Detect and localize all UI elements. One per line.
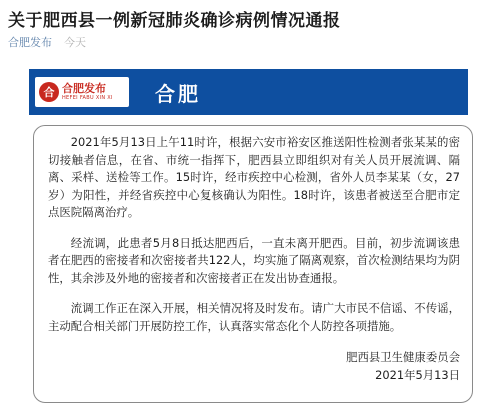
notice-paragraph: 流调工作正在深入开展，相关情况将及时发布。请广大市民不信谣、不传谣，主动配合相关部门开展防控工作，认真落实常态化个人防控各项措施。 [48, 301, 460, 333]
logo-subtext: HEFEI FABU XIN XI [62, 95, 113, 101]
article-title: 关于肥西县一例新冠肺炎确诊病例情况通报 [8, 11, 341, 31]
banner-city-title: 合肥 [155, 81, 201, 106]
logo-text-block [62, 83, 113, 101]
header-banner [29, 69, 468, 115]
hefei-fabu-logo [35, 77, 129, 107]
signature-date: 2021年5月13日 [375, 368, 460, 382]
notice-box [33, 125, 473, 403]
logo-seal-icon: 合 [39, 82, 59, 102]
logo-text: 合肥发布 [62, 82, 106, 95]
article-meta [8, 34, 86, 50]
publish-time: 今天 [64, 36, 86, 49]
notice-paragraph: 经流调，此患者5月8日抵达肥西后，一直未离开肥西。目前，初步流调该患者在肥西的密接者和次密接者共122人，均实施了隔离观察，首次检测结果均为阴性，其余涉及外地的密接者和次密接者正在发出协查通报。 [48, 235, 460, 285]
source-account-link[interactable]: 合肥发布 [8, 36, 52, 49]
signature-org: 肥西县卫生健康委员会 [346, 350, 460, 364]
notice-paragraph: 2021年5月13日上午11时许，根据六安市裕安区推送阳性检测者张某某的密切接触者信息，在省、市统一指挥下，肥西县立即组织对有关人员开展流调、隔离、采样、送检等工作。15时许，经市疾控中心检测，省外人员李某某（女，27岁）为阳性，并经省疾控中心复核确认为阳性。18时许，该患者被送至合肥市定点医院隔离治疗。 [48, 135, 460, 219]
notice-signature [48, 348, 460, 384]
